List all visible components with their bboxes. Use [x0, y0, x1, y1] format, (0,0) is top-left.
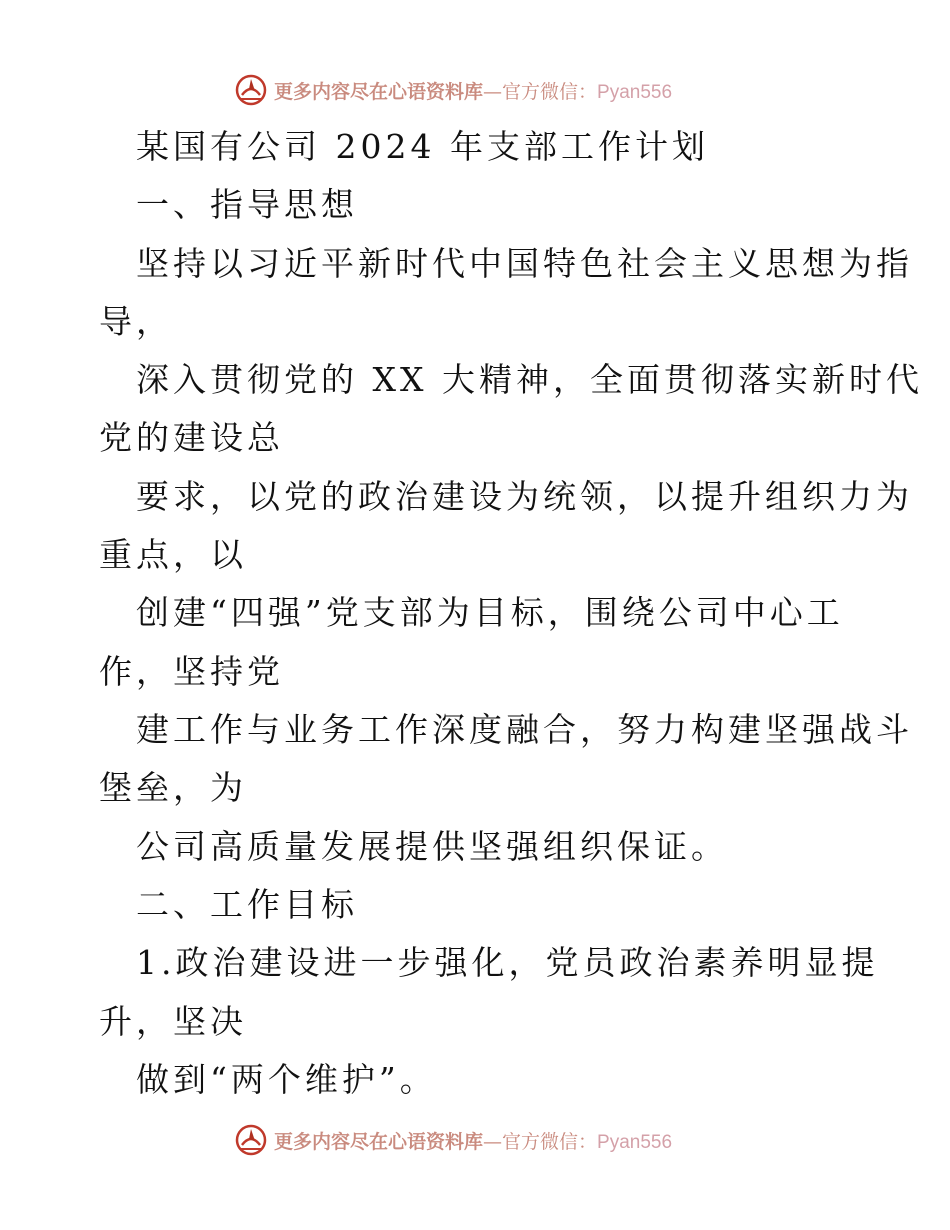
watermark-footer — [234, 1122, 672, 1158]
book-quill-logo-icon — [234, 1123, 268, 1157]
paragraph-line: 导， — [99, 302, 173, 341]
section-heading: 二、工作目标 — [136, 885, 358, 924]
paragraph-line: 做到“两个维护”。 — [136, 1060, 437, 1099]
book-quill-logo-icon — [234, 73, 268, 107]
watermark-wechat-label: 官方微信： — [502, 1130, 598, 1153]
watermark-wechat-id: Pyan556 — [597, 81, 673, 103]
watermark-main: 更多内容尽在心语资料库 — [274, 80, 484, 103]
paragraph-line: 1.政治建设进一步强化，党员政治素养明显提 — [136, 943, 879, 982]
paragraph-line: 要求，以党的政治建设为统领，以提升组织力为 — [136, 477, 913, 516]
watermark-header — [234, 72, 672, 108]
watermark-wechat-label: 官方微信： — [502, 80, 598, 103]
paragraph-line: 党的建设总 — [99, 418, 284, 457]
paragraph-line: 作，坚持党 — [99, 652, 284, 691]
watermark-wechat-id: Pyan556 — [597, 1131, 673, 1153]
document-title: 某国有公司 2024 年支部工作计划 — [136, 127, 709, 166]
paragraph-line: 重点，以 — [99, 535, 247, 574]
section-heading: 一、指导思想 — [136, 185, 358, 224]
paragraph-line: 升，坚决 — [99, 1002, 247, 1041]
watermark-text — [274, 77, 672, 104]
watermark-separator: — — [483, 80, 503, 103]
watermark-main: 更多内容尽在心语资料库 — [274, 1130, 484, 1153]
paragraph-line: 公司高质量发展提供坚强组织保证。 — [136, 827, 728, 866]
paragraph-line: 坚持以习近平新时代中国特色社会主义思想为指 — [136, 244, 913, 283]
watermark-separator: — — [483, 1130, 503, 1153]
paragraph-line: 深入贯彻党的 XX 大精神，全面贯彻落实新时代 — [136, 360, 923, 399]
watermark-text — [274, 1127, 672, 1154]
paragraph-line: 建工作与业务工作深度融合，努力构建坚强战斗 — [136, 710, 913, 749]
paragraph-line: 创建“四强”党支部为目标，围绕公司中心工 — [136, 593, 844, 632]
paragraph-line: 堡垒，为 — [99, 768, 247, 807]
